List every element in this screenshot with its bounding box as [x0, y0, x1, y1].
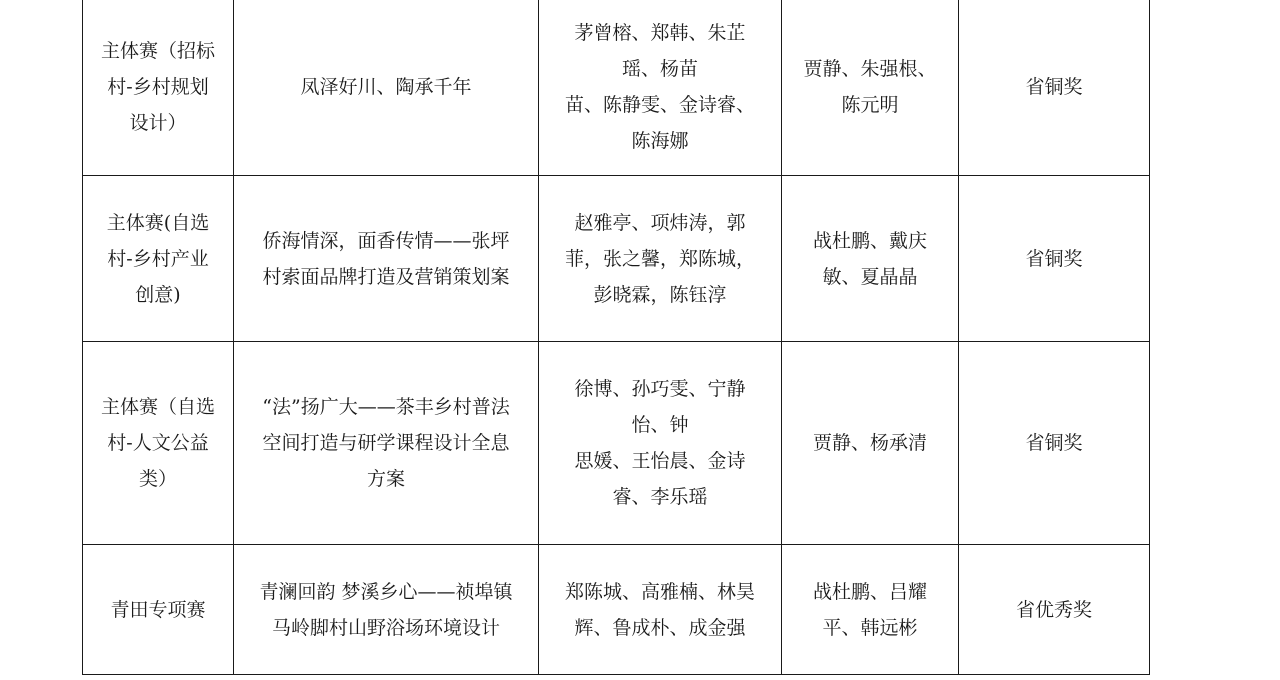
advisors-cell: [782, 545, 959, 675]
members-line: 茅曾榕、郑韩、朱芷: [574, 22, 746, 44]
table-row: [83, 176, 1150, 342]
project-line: 凤泽好川、陶承千年: [300, 76, 472, 98]
award-label: 省铜奖: [1025, 432, 1083, 454]
members-cell: [539, 342, 782, 545]
category-line: 青田专项赛: [110, 598, 206, 621]
advisors-cell: [782, 176, 959, 342]
award-label: 省优秀奖: [1015, 598, 1092, 621]
category-line: 主体赛（自选: [100, 396, 215, 418]
advisors-cell: [782, 342, 959, 545]
project-line: 马岭脚村山野浴场环境设计: [271, 616, 500, 639]
members-line: 郑陈城、高雅楠、林昊: [564, 580, 755, 603]
project-line: 空间打造与研学课程设计全息: [262, 432, 510, 454]
members-line: 苗、陈静雯、金诗睿、: [564, 94, 755, 116]
project-cell: [234, 0, 539, 176]
award-cell: [959, 342, 1150, 545]
table-row: [83, 342, 1150, 545]
members-line: 彭晓霖，陈钰淳: [593, 283, 727, 306]
advisors-line: 贾静、杨承清: [812, 432, 927, 454]
project-cell: [234, 545, 539, 675]
category-line: 类）: [138, 468, 177, 490]
category-line: 村-乡村产业: [107, 247, 209, 270]
category-line: 创意): [135, 283, 181, 306]
project-line: 侨海情深，面香传情——张坪: [262, 229, 510, 252]
advisors-line: 战杜鹏、戴庆: [812, 229, 927, 252]
project-line: 方案: [366, 468, 405, 490]
members-cell: [539, 0, 782, 176]
project-cell: [234, 176, 539, 342]
project-line: 村索面品牌打造及营销策划案: [262, 265, 510, 288]
category-line: 村-乡村规划: [107, 76, 209, 98]
advisors-line: 战杜鹏、吕耀: [812, 580, 927, 603]
advisors-line: 平、韩远彬: [822, 616, 918, 639]
award-cell: [959, 545, 1150, 675]
members-line: 怡、钟: [631, 414, 689, 436]
members-cell: [539, 176, 782, 342]
category-line: 主体赛(自选: [106, 211, 210, 234]
project-line: “法”扬广大——茶丰乡村普法: [262, 396, 510, 418]
category-line: 设计）: [129, 112, 187, 134]
table-row: [83, 0, 1150, 176]
award-label: 省铜奖: [1025, 247, 1083, 270]
members-line: 思媛、王怡晨、金诗: [574, 450, 746, 472]
advisors-line: 陈元明: [841, 94, 899, 116]
category-cell: [83, 176, 234, 342]
advisors-cell: [782, 0, 959, 176]
category-cell: [83, 0, 234, 176]
awards-table: [82, 0, 1150, 675]
members-line: 赵雅亭、项炜涛，郭: [574, 211, 746, 234]
advisors-line: 贾静、朱强根、: [803, 58, 937, 80]
category-cell: [83, 545, 234, 675]
members-line: 菲，张之馨，郑陈城，: [564, 247, 755, 270]
advisors-line: 敏、夏晶晶: [822, 265, 918, 288]
award-cell: [959, 0, 1150, 176]
members-line: 辉、鲁成朴、成金强: [574, 616, 746, 639]
award-label: 省铜奖: [1025, 76, 1083, 98]
category-cell: [83, 342, 234, 545]
members-line: 徐博、孙巧雯、宁静: [574, 378, 746, 400]
members-cell: [539, 545, 782, 675]
members-line: 瑶、杨苗: [621, 58, 698, 80]
category-line: 主体赛（招标: [100, 40, 215, 62]
category-line: 村-人文公益: [107, 432, 209, 454]
award-cell: [959, 176, 1150, 342]
members-line: 陈海娜: [631, 130, 689, 152]
table-row: [83, 545, 1150, 675]
project-line: 青澜回韵 梦溪乡心——祯埠镇: [259, 580, 513, 603]
members-line: 睿、李乐瑶: [612, 486, 708, 508]
project-cell: [234, 342, 539, 545]
